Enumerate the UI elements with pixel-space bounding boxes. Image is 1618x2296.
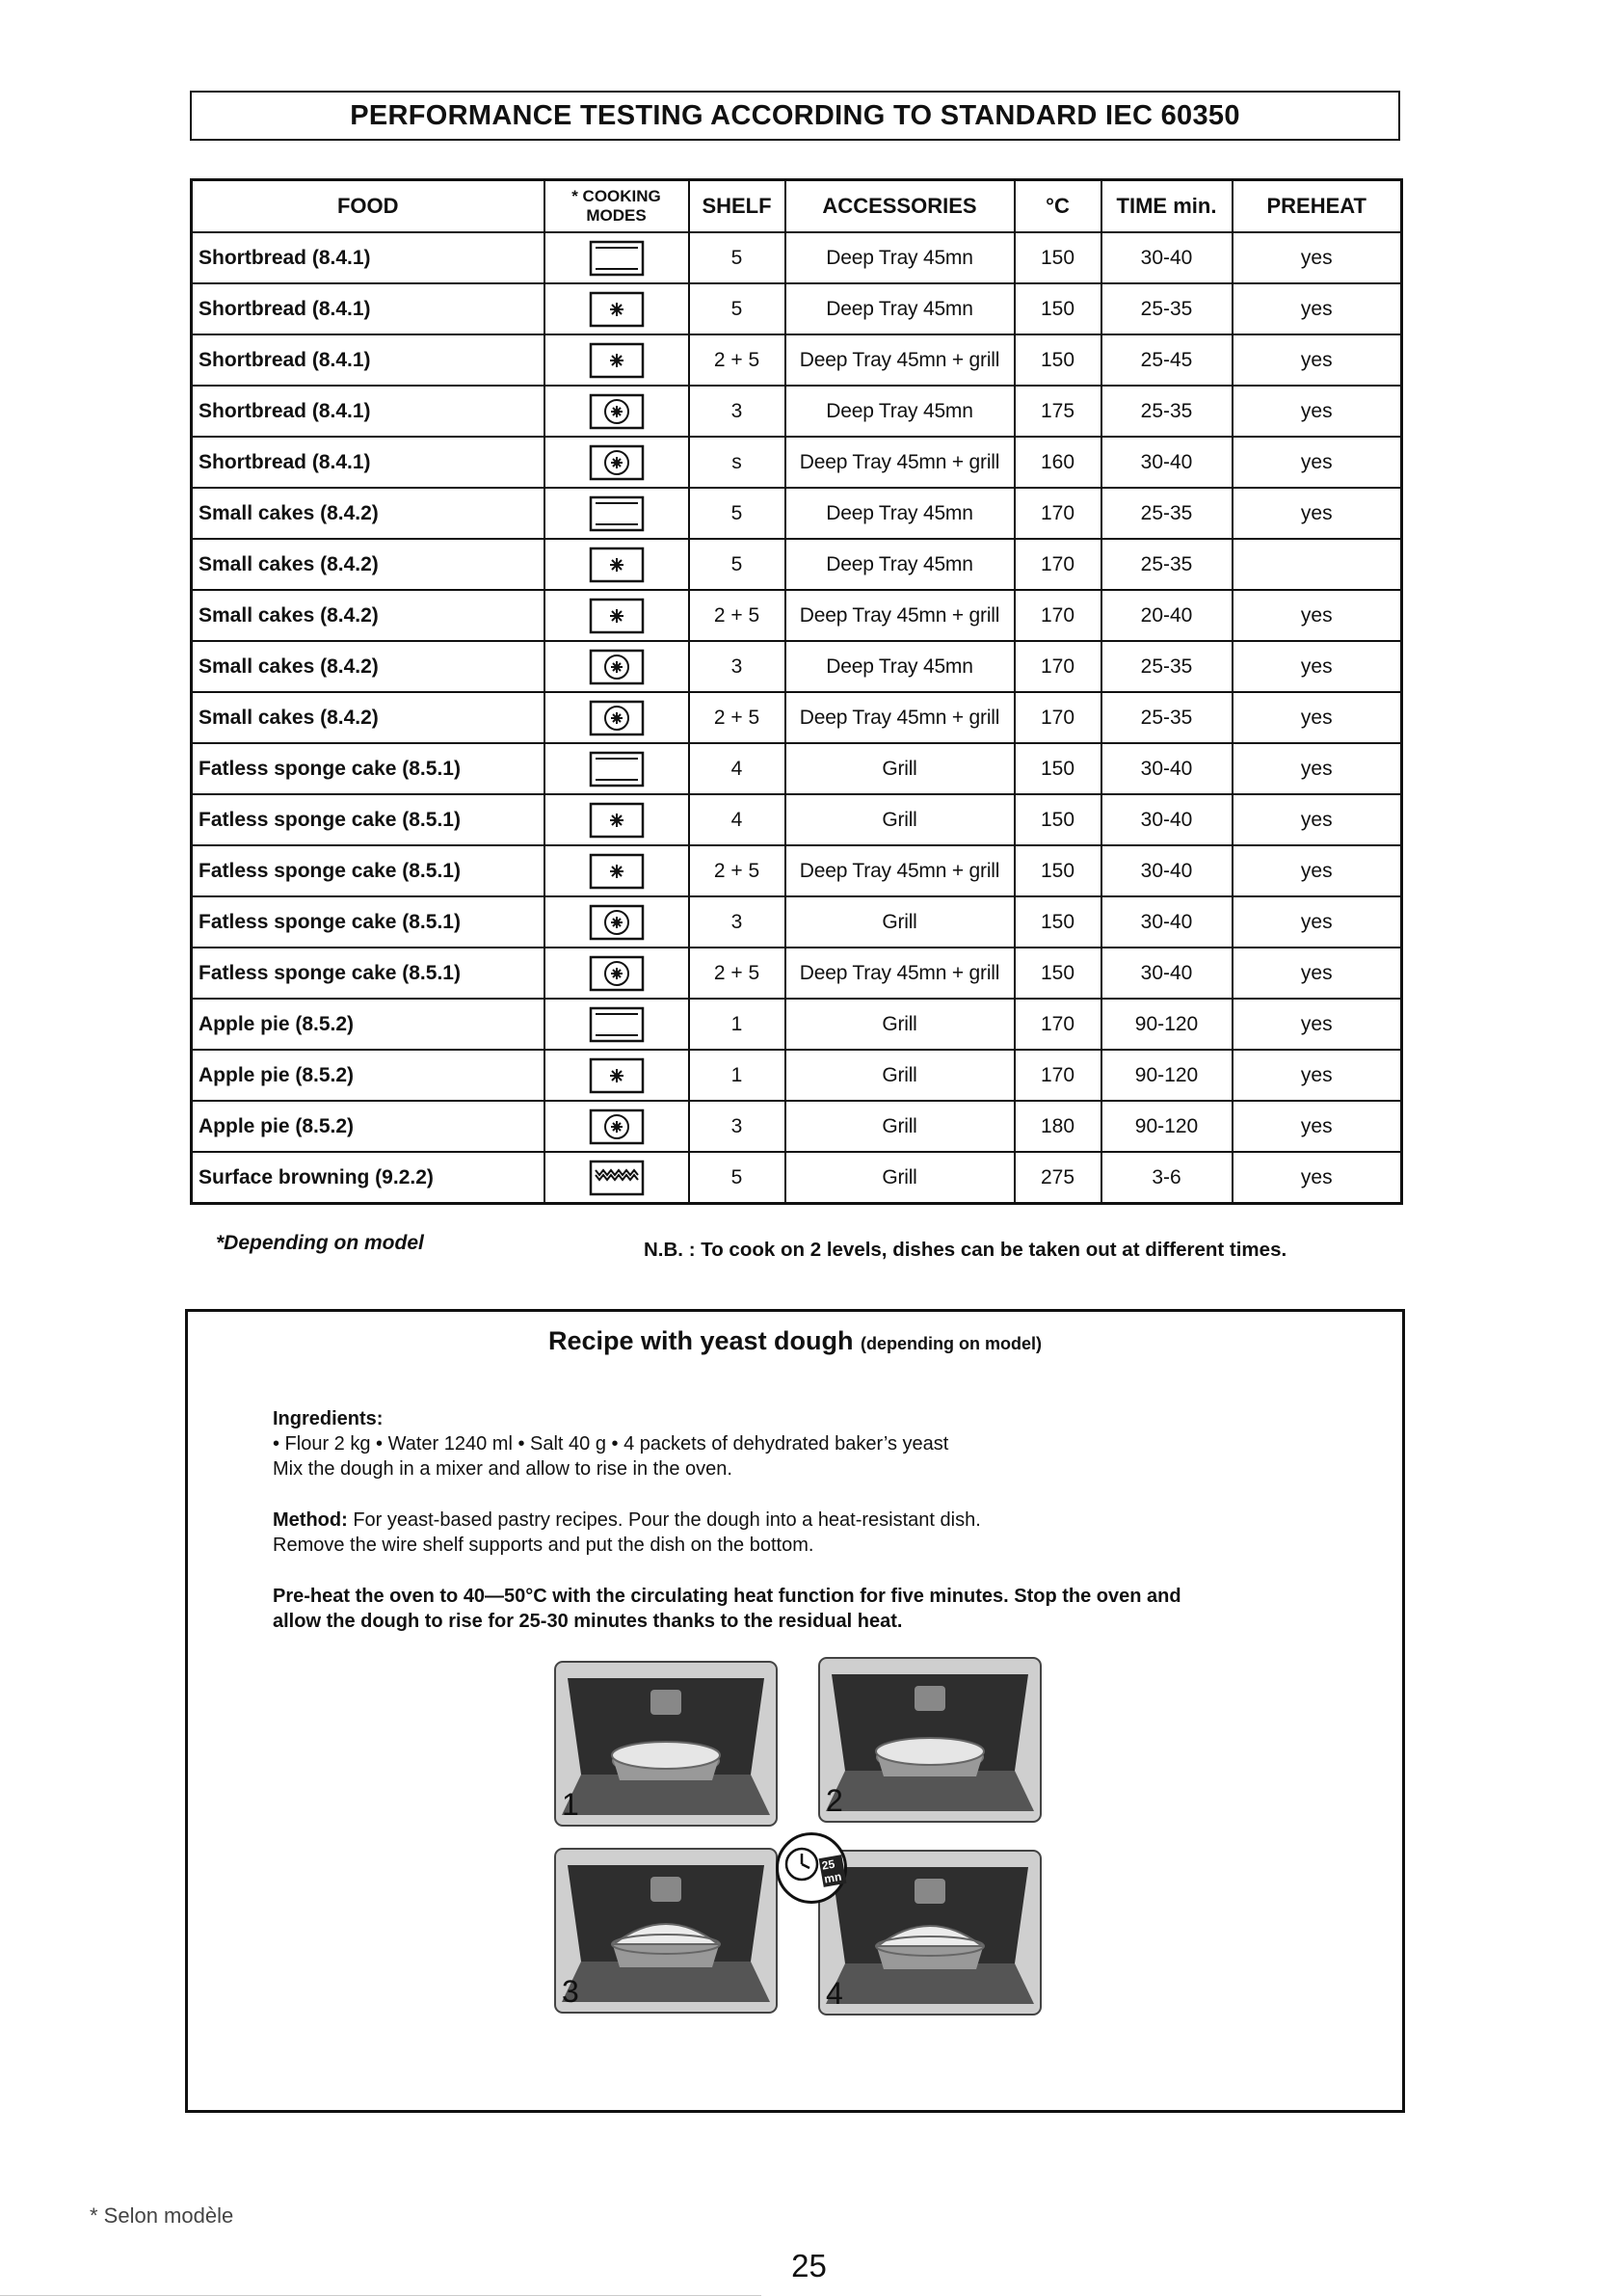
conventional-mode-icon: [588, 750, 646, 788]
accessories-cell: Deep Tray 45mn: [785, 641, 1015, 692]
cooking-mode-cell: [544, 1152, 689, 1204]
temperature-cell: 275: [1015, 1152, 1101, 1204]
fan-mode-icon: [588, 852, 646, 891]
temperature-cell: 170: [1015, 999, 1101, 1050]
shelf-cell: 1: [689, 999, 785, 1050]
shelf-cell: 1: [689, 1050, 785, 1101]
preheat-cell: yes: [1233, 794, 1402, 845]
ingredients-label: Ingredients:: [273, 1408, 384, 1429]
header-preheat: PREHEAT: [1233, 180, 1402, 233]
time-cell: 90-120: [1101, 1101, 1233, 1152]
header-food: FOOD: [192, 180, 544, 233]
cooking-mode-cell: [544, 283, 689, 334]
cooking-mode-cell: [544, 539, 689, 590]
time-cell: 25-35: [1101, 539, 1233, 590]
method-line: For yeast-based pastry recipes. Pour the dough into a heat-resistant dish.: [347, 1509, 981, 1531]
table-row: [192, 999, 1402, 1050]
accessories-cell: Deep Tray 45mn + grill: [785, 437, 1015, 488]
accessories-cell: Grill: [785, 1152, 1015, 1204]
circulating-heat-mode-icon: [588, 443, 646, 482]
accessories-cell: Deep Tray 45mn + grill: [785, 334, 1015, 386]
step-number: 3: [562, 1974, 579, 2009]
food-cell: Fatless sponge cake (8.5.1): [192, 794, 544, 845]
temperature-cell: 175: [1015, 386, 1101, 437]
accessories-cell: Deep Tray 45mn + grill: [785, 590, 1015, 641]
preheat-cell: yes: [1233, 283, 1402, 334]
time-cell: 25-45: [1101, 334, 1233, 386]
recipe-box: [185, 1309, 1405, 2113]
page-number: 25: [791, 2248, 827, 2283]
preheat-cell: yes: [1233, 232, 1402, 283]
cooking-mode-cell: [544, 999, 689, 1050]
footer-model-note: * Selon modèle: [90, 2203, 234, 2228]
food-cell: Shortbread (8.4.1): [192, 386, 544, 437]
temperature-cell: 150: [1015, 948, 1101, 999]
fan-mode-icon: [588, 597, 646, 635]
fan-mode-icon: [588, 546, 646, 584]
temperature-cell: 160: [1015, 437, 1101, 488]
table-row: [192, 794, 1402, 845]
preheat-cell: yes: [1233, 334, 1402, 386]
cooking-mode-cell: [544, 334, 689, 386]
recipe-title: [188, 1326, 1402, 1356]
shelf-cell: 3: [689, 896, 785, 948]
temperature-cell: 170: [1015, 692, 1101, 743]
accessories-cell: Deep Tray 45mn + grill: [785, 948, 1015, 999]
conventional-mode-icon: [588, 494, 646, 533]
preheat-cell: yes: [1233, 641, 1402, 692]
accessories-cell: Grill: [785, 1050, 1015, 1101]
temperature-cell: 150: [1015, 232, 1101, 283]
header-accessories: ACCESSORIES: [785, 180, 1015, 233]
depending-on-model-note: *Depending on model: [216, 1232, 424, 1254]
time-cell: 30-40: [1101, 437, 1233, 488]
temperature-cell: 180: [1015, 1101, 1101, 1152]
preheat-cell: yes: [1233, 590, 1402, 641]
food-cell: Fatless sponge cake (8.5.1): [192, 743, 544, 794]
time-cell: 30-40: [1101, 232, 1233, 283]
table-header-row: [192, 180, 1402, 233]
food-cell: Apple pie (8.5.2): [192, 1101, 544, 1152]
preheat-cell: yes: [1233, 999, 1402, 1050]
cooking-mode-cell: [544, 845, 689, 896]
method-label: Method:: [273, 1509, 348, 1531]
cooking-mode-cell: [544, 386, 689, 437]
temperature-cell: 170: [1015, 488, 1101, 539]
accessories-cell: Deep Tray 45mn + grill: [785, 692, 1015, 743]
temperature-cell: 150: [1015, 743, 1101, 794]
shelf-cell: 3: [689, 641, 785, 692]
shelf-cell: 2 + 5: [689, 845, 785, 896]
preheat-cell: yes: [1233, 1101, 1402, 1152]
step-3-illustration: [554, 1848, 778, 2014]
step-1-illustration: [554, 1661, 778, 1827]
table-row: [192, 692, 1402, 743]
oven-dish-image: [818, 1657, 1042, 1823]
temperature-cell: 150: [1015, 334, 1101, 386]
fan-mode-icon: [588, 341, 646, 380]
oven-dish-covered-image: [818, 1850, 1042, 2016]
conventional-mode-icon: [588, 1005, 646, 1044]
cooking-mode-cell: [544, 896, 689, 948]
recipe-title-text: Recipe with yeast dough: [547, 1326, 854, 1355]
time-cell: 25-35: [1101, 386, 1233, 437]
time-cell: 25-35: [1101, 283, 1233, 334]
table-row: [192, 590, 1402, 641]
table-row: [192, 232, 1402, 283]
performance-table: [190, 178, 1403, 1205]
preheat-cell: yes: [1233, 1050, 1402, 1101]
temperature-cell: 170: [1015, 641, 1101, 692]
cooking-mode-cell: [544, 1101, 689, 1152]
time-cell: 30-40: [1101, 794, 1233, 845]
preheat-cell: yes: [1233, 692, 1402, 743]
time-cell: 3-6: [1101, 1152, 1233, 1204]
food-cell: Fatless sponge cake (8.5.1): [192, 948, 544, 999]
temperature-cell: 150: [1015, 794, 1101, 845]
time-cell: 90-120: [1101, 1050, 1233, 1101]
preheat-cell: yes: [1233, 488, 1402, 539]
ingredients-section: [273, 1406, 1333, 1482]
accessories-cell: Deep Tray 45mn: [785, 283, 1015, 334]
accessories-cell: Grill: [785, 743, 1015, 794]
oven-dish-image: [554, 1661, 778, 1827]
table-row: [192, 488, 1402, 539]
table-row: [192, 641, 1402, 692]
table-row: [192, 1050, 1402, 1101]
table-row: [192, 896, 1402, 948]
step-number: 2: [826, 1783, 843, 1818]
shelf-cell: s: [689, 437, 785, 488]
accessories-cell: Deep Tray 45mn: [785, 539, 1015, 590]
accessories-cell: Grill: [785, 896, 1015, 948]
table-row: [192, 539, 1402, 590]
food-cell: Shortbread (8.4.1): [192, 334, 544, 386]
table-row: [192, 743, 1402, 794]
food-cell: Shortbread (8.4.1): [192, 437, 544, 488]
accessories-cell: Grill: [785, 1101, 1015, 1152]
temperature-cell: 150: [1015, 283, 1101, 334]
fan-mode-icon: [588, 801, 646, 840]
header-temperature: °C: [1015, 180, 1101, 233]
temperature-cell: 170: [1015, 539, 1101, 590]
timer-label: 25 mn: [819, 1855, 847, 1887]
preheat-cell: yes: [1233, 437, 1402, 488]
accessories-cell: Deep Tray 45mn: [785, 488, 1015, 539]
temperature-cell: 170: [1015, 590, 1101, 641]
mix-line: Mix the dough in a mixer and allow to rise in the oven.: [273, 1458, 732, 1480]
preheat-cell: yes: [1233, 386, 1402, 437]
preheat-cell: [1233, 539, 1402, 590]
preheat-cell: yes: [1233, 845, 1402, 896]
header-shelf: SHELF: [689, 180, 785, 233]
shelf-cell: 5: [689, 232, 785, 283]
shelf-cell: 5: [689, 1152, 785, 1204]
step-2-illustration: [818, 1657, 1042, 1823]
table-row: [192, 845, 1402, 896]
time-cell: 20-40: [1101, 590, 1233, 641]
time-cell: 25-35: [1101, 488, 1233, 539]
step-number: 1: [562, 1787, 579, 1822]
circulating-heat-mode-icon: [588, 392, 646, 431]
preheat-cell: yes: [1233, 1152, 1402, 1204]
time-cell: 30-40: [1101, 743, 1233, 794]
food-cell: Apple pie (8.5.2): [192, 999, 544, 1050]
circulating-heat-mode-icon: [588, 903, 646, 942]
shelf-cell: 4: [689, 743, 785, 794]
table-row: [192, 283, 1402, 334]
circulating-heat-mode-icon: [588, 699, 646, 737]
shelf-cell: 3: [689, 1101, 785, 1152]
food-cell: Shortbread (8.4.1): [192, 232, 544, 283]
step-4-illustration: [818, 1850, 1042, 2016]
timer-icon: [776, 1832, 847, 1904]
shelf-cell: 4: [689, 794, 785, 845]
cooking-mode-cell: [544, 1050, 689, 1101]
cooking-mode-cell: [544, 794, 689, 845]
table-row: [192, 948, 1402, 999]
time-cell: 25-35: [1101, 692, 1233, 743]
food-cell: Small cakes (8.4.2): [192, 590, 544, 641]
method-line-2: Remove the wire shelf supports and put the dish on the bottom.: [273, 1535, 814, 1556]
preheat-line-1: Pre-heat the oven to 40—50°C with the circulating heat function for five minutes. Stop the oven and: [273, 1586, 1181, 1607]
temperature-cell: 150: [1015, 896, 1101, 948]
circulating-heat-mode-icon: [588, 648, 646, 686]
preheat-line-2: allow the dough to rise for 25-30 minutes thanks to the residual heat.: [273, 1611, 903, 1632]
table-row: [192, 334, 1402, 386]
table-row: [192, 386, 1402, 437]
temperature-cell: 150: [1015, 845, 1101, 896]
accessories-cell: Deep Tray 45mn: [785, 386, 1015, 437]
shelf-cell: 2 + 5: [689, 948, 785, 999]
ingredients-line: • Flour 2 kg • Water 1240 ml • Salt 40 g • 4 packets of dehydrated baker’s yeast: [273, 1433, 949, 1455]
food-cell: Surface browning (9.2.2): [192, 1152, 544, 1204]
accessories-cell: Deep Tray 45mn + grill: [785, 845, 1015, 896]
temperature-cell: 170: [1015, 1050, 1101, 1101]
accessories-cell: Deep Tray 45mn: [785, 232, 1015, 283]
time-cell: 30-40: [1101, 948, 1233, 999]
preheat-section: [273, 1584, 1333, 1634]
fan-mode-icon: [588, 290, 646, 329]
shelf-cell: 2 + 5: [689, 590, 785, 641]
food-cell: Fatless sponge cake (8.5.1): [192, 896, 544, 948]
shelf-cell: 2 + 5: [689, 334, 785, 386]
time-cell: 90-120: [1101, 999, 1233, 1050]
table-row: [192, 1152, 1402, 1204]
cooking-mode-cell: [544, 948, 689, 999]
table-row: [192, 437, 1402, 488]
accessories-cell: Grill: [785, 794, 1015, 845]
cooking-mode-cell: [544, 232, 689, 283]
cooking-mode-cell: [544, 641, 689, 692]
step-number: 4: [826, 1976, 843, 2011]
preheat-cell: yes: [1233, 948, 1402, 999]
page-title: PERFORMANCE TESTING ACCORDING TO STANDARD IEC 60350: [190, 91, 1400, 141]
time-cell: 30-40: [1101, 845, 1233, 896]
recipe-steps-illustration: [554, 1661, 1055, 2066]
oven-dish-covered-image: [554, 1848, 778, 2014]
preheat-cell: yes: [1233, 896, 1402, 948]
method-section: [273, 1508, 1333, 1558]
time-cell: 30-40: [1101, 896, 1233, 948]
cooking-mode-cell: [544, 488, 689, 539]
food-cell: Apple pie (8.5.2): [192, 1050, 544, 1101]
shelf-cell: 5: [689, 283, 785, 334]
shelf-cell: 3: [689, 386, 785, 437]
header-cooking-modes: * COOKING MODES: [544, 180, 689, 233]
circulating-heat-mode-icon: [588, 954, 646, 993]
food-cell: Small cakes (8.4.2): [192, 488, 544, 539]
fan-mode-icon: [588, 1056, 646, 1095]
shelf-cell: 5: [689, 488, 785, 539]
conventional-mode-icon: [588, 239, 646, 278]
cooking-mode-cell: [544, 692, 689, 743]
food-cell: Fatless sponge cake (8.5.1): [192, 845, 544, 896]
circulating-heat-mode-icon: [588, 1108, 646, 1146]
shelf-cell: 5: [689, 539, 785, 590]
food-cell: Small cakes (8.4.2): [192, 539, 544, 590]
cooking-mode-cell: [544, 590, 689, 641]
food-cell: Shortbread (8.4.1): [192, 283, 544, 334]
cooking-mode-cell: [544, 437, 689, 488]
food-cell: Small cakes (8.4.2): [192, 641, 544, 692]
preheat-cell: yes: [1233, 743, 1402, 794]
two-levels-note: N.B. : To cook on 2 levels, dishes can be taken out at different times.: [644, 1239, 1287, 1261]
food-cell: Small cakes (8.4.2): [192, 692, 544, 743]
shelf-cell: 2 + 5: [689, 692, 785, 743]
grill-mode-icon: [588, 1159, 646, 1197]
time-cell: 25-35: [1101, 641, 1233, 692]
table-row: [192, 1101, 1402, 1152]
cooking-mode-cell: [544, 743, 689, 794]
accessories-cell: Grill: [785, 999, 1015, 1050]
recipe-subtitle: (depending on model): [861, 1334, 1043, 1353]
header-time: TIME min.: [1101, 180, 1233, 233]
